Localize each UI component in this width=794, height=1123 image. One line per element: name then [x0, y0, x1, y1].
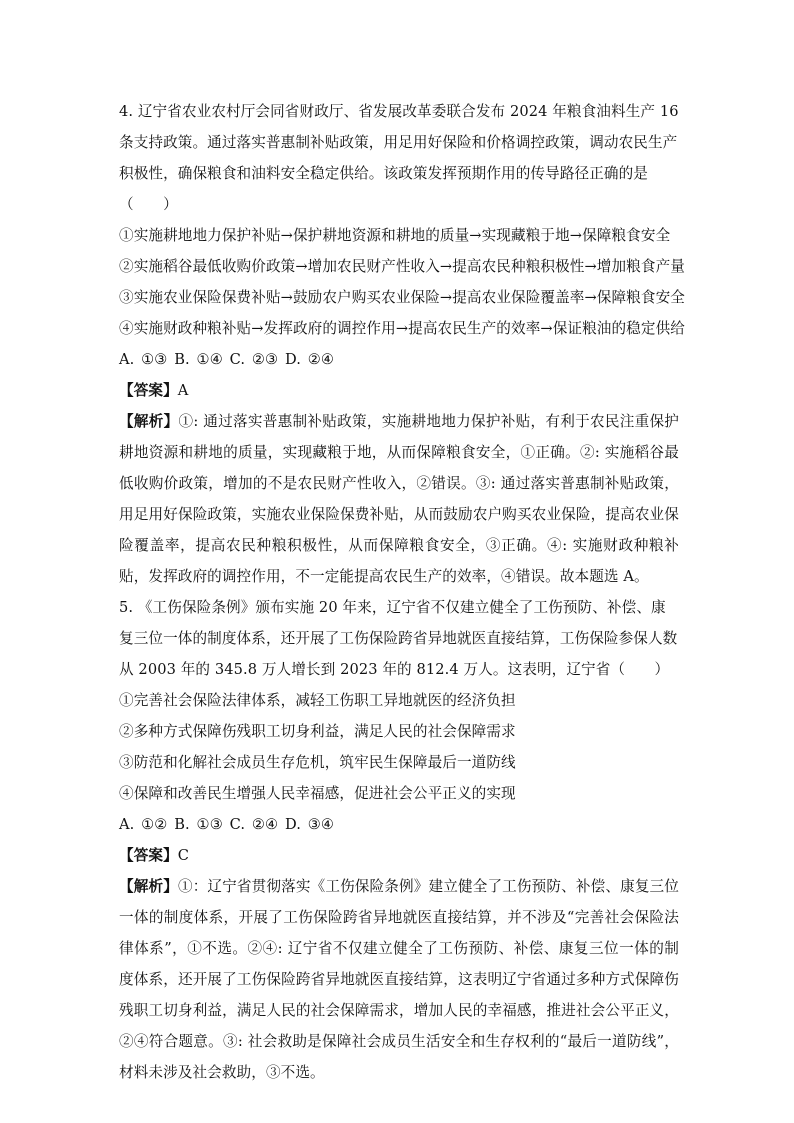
question-5-option-1: ①完善社会保险法律体系，减轻工伤职工异地就医的经济负担	[119, 692, 516, 709]
question-5-option-4: ④保障和改善民生增强人民幸福感，促进社会公平正义的实现	[119, 785, 516, 802]
analysis-label: 【解析】	[119, 878, 178, 895]
question-5-stem: 5. 《工伤保险条例》颁布实施 20 年来，辽宁省不仅建立健全了工伤预防、补偿、康复三位一体的制度体系，还开展了工伤保险跨省异地就医直接结算，工伤保险参保人数从 2003 年的 345.8 万人增长到 2023 年的 812.4 万人。这表明，辽宁省（ ）	[119, 599, 678, 678]
answer-value: C	[177, 847, 190, 864]
question-4-option-2: ②实施稻谷最低收购价政策→增加农民财产性收入→提高农民种粮积极性→增加粮食产量	[119, 258, 685, 275]
question-5-option-3: ③防范和化解社会成员生存危机，筑牢民生保障最后一道防线	[119, 754, 516, 771]
analysis-text: ①: 通过落实普惠制补贴政策，实施耕地地力保护补贴，有利于农民注重保护耕地资源和耕地的质量，实现藏粮于地，从而保障粮食安全，①正确。②: 实施稻谷最低收购价政策，增加的不是农民财产性收入，②错误。③: 通过落实普惠制补贴政策，用足用好保险政策，实施农业保险保费补贴，从而鼓励农户购买农业保险，提高农业保险覆盖率，提高农民种粮积极性，从而保障粮食安全，③正确。④: 实施财政种粮补贴，发挥政府的调控作用，不一定能提高农民生产的效率，④错误。故本题选 A。	[119, 413, 680, 585]
question-4-analysis	[119, 406, 679, 592]
question-4-answer	[119, 375, 679, 406]
question-4-option-3: ③实施农业保险保费补贴→鼓励农户购买农业保险→提高农业保险覆盖率→保障粮食安全	[119, 289, 685, 306]
answer-label: 【答案】	[119, 382, 178, 399]
answer-label: 【答案】	[119, 847, 178, 864]
question-4-stem: 4. 辽宁省农业农村厅会同省财政厅、省发展改革委联合发布 2024 年粮食油料生产 16 条支持政策。通过落实普惠制补贴政策，用足用好保险和价格调控政策，调动农民生产积极性，确保粮食和油料安全稳定供给。该政策发挥预期作用的传导路径正确的是（ ）	[119, 103, 679, 213]
question-5	[119, 592, 679, 1088]
question-5-choices: A. ①② B. ①③ C. ②④ D. ③④	[119, 816, 335, 833]
analysis-text: ①：辽宁省贯彻落实《工伤保险条例》建立健全了工伤预防、补偿、康复三位一体的制度体系，开展了工伤保险跨省异地就医直接结算，并不涉及“完善社会保险法律体系”，①不选。②④: 辽宁省不仅建立健全了工伤预防、补偿、康复三位一体的制度体系，还开展了工伤保险跨省异地就医直接结算，这表明辽宁省通过多种方式保障伤残职工切身利益，满足人民的社会保障需求，增加人民的幸福感，推进社会公平正义，②④符合题意。③: 社会救助是保障社会成员生活安全和生存权利的“最后一道防线”，材料未涉及社会救助，③不选。	[119, 878, 679, 1081]
document-page	[119, 96, 685, 1088]
question-4-option-1: ①实施耕地地力保护补贴→保护耕地资源和耕地的质量→实现藏粮于地→保障粮食安全	[119, 227, 671, 244]
question-5-answer	[119, 840, 679, 871]
question-4	[119, 96, 685, 592]
question-5-option-2: ②多种方式保障伤残职工切身利益，满足人民的社会保障需求	[119, 723, 516, 740]
question-4-option-4: ④实施财政种粮补贴→发挥政府的调控作用→提高农民生产的效率→保证粮油的稳定供给	[119, 320, 685, 337]
analysis-label: 【解析】	[119, 413, 179, 430]
question-5-analysis	[119, 871, 679, 1088]
answer-value: A	[177, 382, 189, 399]
question-4-choices: A. ①③ B. ①④ C. ②③ D. ②④	[119, 351, 335, 368]
